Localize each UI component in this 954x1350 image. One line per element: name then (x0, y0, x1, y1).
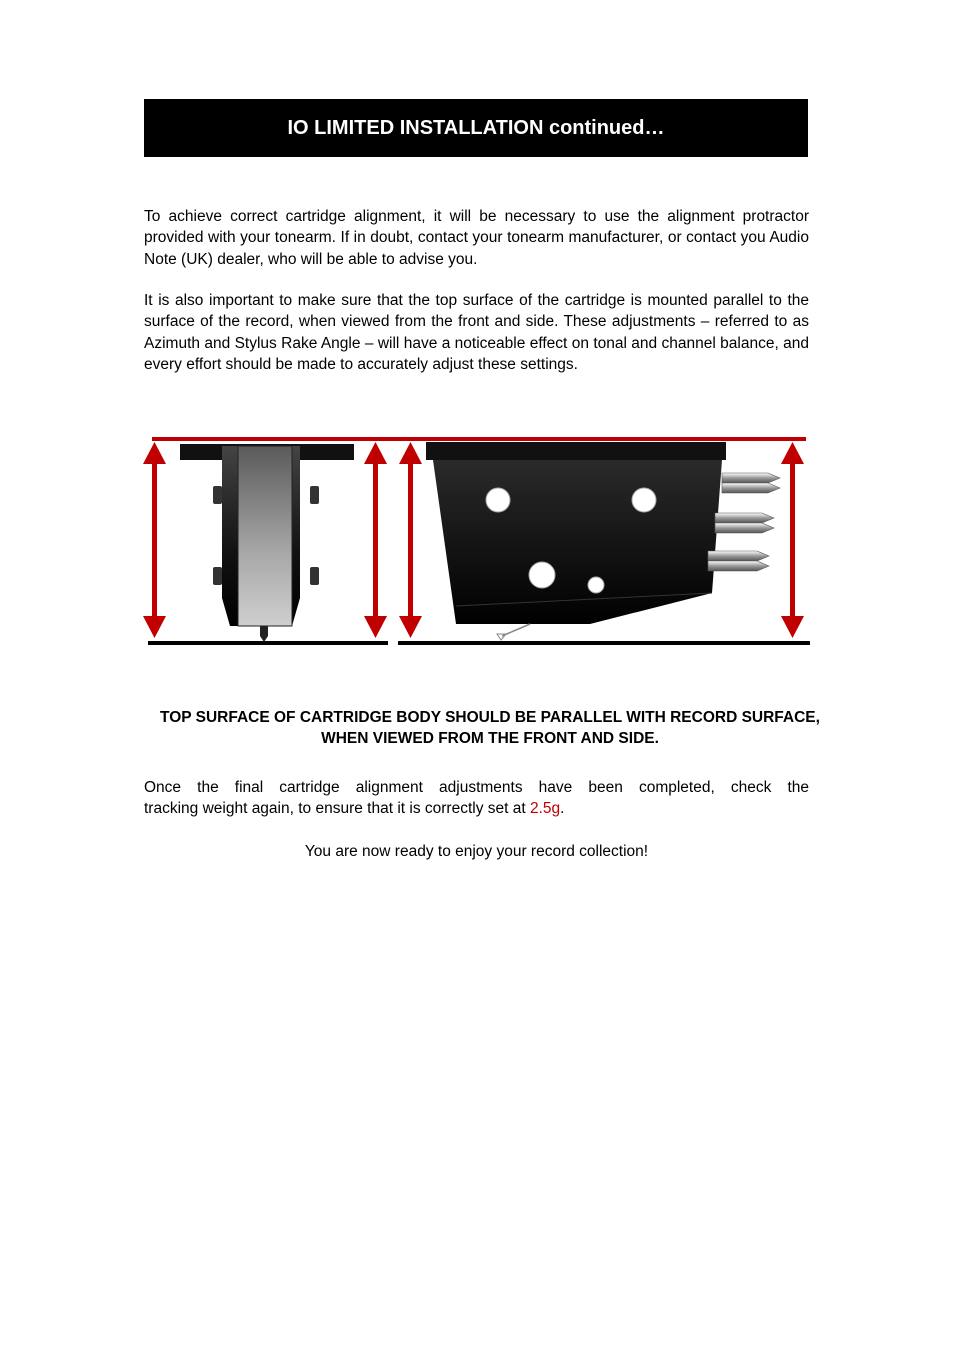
tracking-weight-line2: tracking weight again, to ensure that it is correctly set at (144, 800, 530, 818)
tracking-weight-paragraph (144, 777, 809, 820)
diagram-caption: TOP SURFACE OF CARTRIDGE BODY SHOULD BE PARALLEL WITH RECORD SURFACE, WHEN VIEWED FROM THE FRONT AND SIDE. (160, 709, 820, 747)
cartridge-side-view (426, 442, 780, 640)
closing-message: You are now ready to enjoy your record collection! (304, 843, 649, 860)
tracking-weight-line1: Once the final cartridge alignment adjustments have been completed, check the (144, 779, 809, 796)
section-title-bar (144, 99, 808, 157)
cartridge-front-view (180, 444, 354, 642)
height-arrow-side-right (781, 442, 804, 638)
cartridge-alignment-diagram (140, 428, 820, 658)
alignment-paragraph: To achieve correct cartridge alignment, it will be necessary to use the alignment protractor provided with your tonearm. If in doubt, contact your tonearm manufacturer, or contact you Audio Note (UK) dealer, who will be able to advise you. (144, 208, 809, 268)
height-arrow-front-left (143, 442, 166, 638)
section-title: IO LIMITED INSTALLATION continued… (287, 116, 665, 139)
tracking-weight-period: . (560, 800, 565, 818)
top-reference-line (152, 437, 806, 441)
record-surface-front (148, 641, 388, 645)
height-arrow-side-left (399, 442, 422, 638)
record-surface-side (398, 641, 810, 645)
tracking-weight-value: 2.5g (529, 800, 561, 818)
azimuth-paragraph: It is also important to make sure that the top surface of the cartridge is mounted parallel to the surface of the record, when viewed from the front and side. These adjustments – referred to as Azimuth and Stylus Rake Angle – will have a noticeable effect on tonal and channel balance, and every effort should be made to accurately adjust these settings. (144, 292, 809, 373)
height-arrow-front-right (364, 442, 387, 638)
